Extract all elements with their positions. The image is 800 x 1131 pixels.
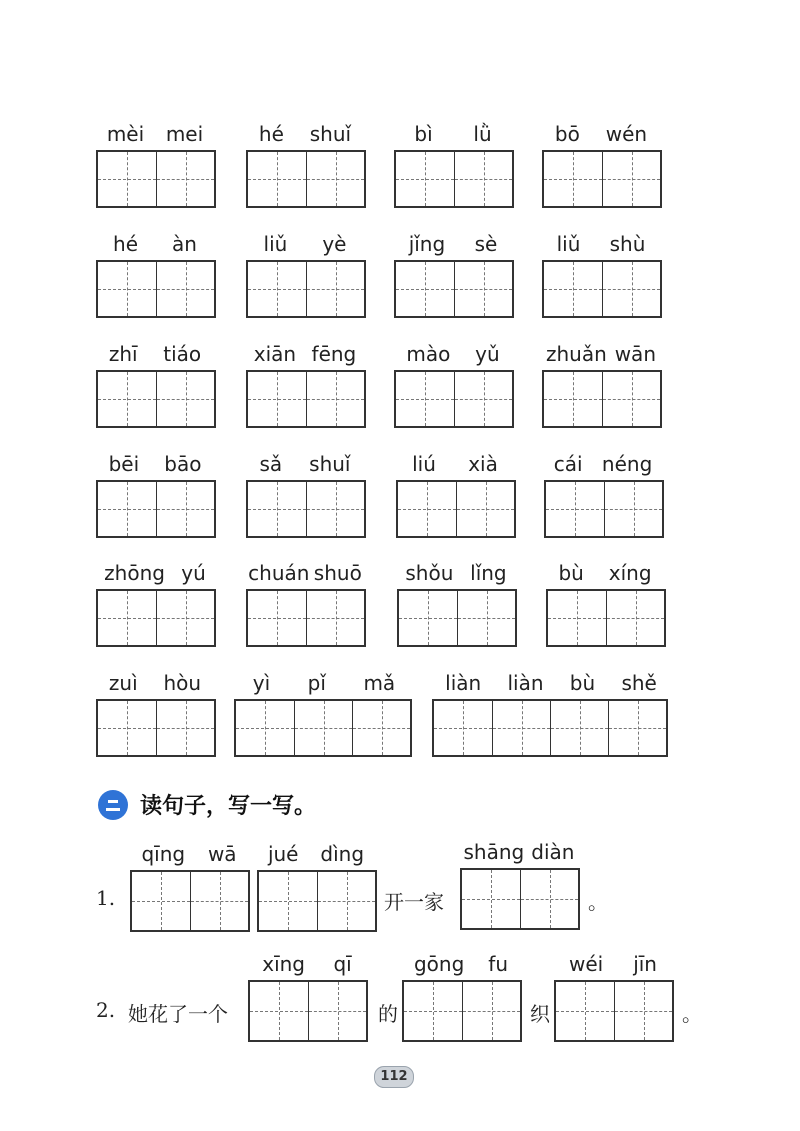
writing-cell[interactable] (606, 591, 664, 645)
writing-cell[interactable] (454, 152, 512, 206)
sentence-text: 。 (682, 1002, 702, 1026)
writing-grid (394, 150, 514, 208)
pinyin-syllable: jué (267, 842, 299, 866)
writing-cell[interactable] (352, 701, 410, 755)
pinyin-syllable: mào (406, 342, 451, 366)
writing-cell[interactable] (454, 262, 512, 316)
pinyin-syllable: gōng (413, 952, 465, 976)
writing-cell[interactable] (156, 591, 214, 645)
word-item (402, 948, 520, 1044)
word-item (248, 948, 366, 1044)
pinyin-row (96, 228, 214, 256)
word-item (246, 448, 364, 540)
writing-grid (542, 370, 662, 428)
pinyin-syllable: lǜ (473, 122, 492, 146)
pinyin-row (248, 948, 366, 976)
writing-grid (246, 480, 366, 538)
writing-cell[interactable] (248, 262, 306, 316)
word-item (246, 557, 364, 649)
writing-cell[interactable] (602, 152, 660, 206)
pinyin-syllable: liǔ (263, 232, 288, 256)
sentence-text: 织 (530, 1002, 550, 1026)
pinyin-row (394, 228, 512, 256)
pinyin-syllable: xíng (608, 561, 652, 585)
pinyin-syllable: zhī (108, 342, 138, 366)
pinyin-row (397, 557, 515, 585)
writing-cell[interactable] (306, 482, 364, 536)
pinyin-row (542, 338, 660, 366)
writing-grid (542, 260, 662, 318)
pinyin-row (542, 228, 660, 256)
writing-grid (96, 370, 216, 428)
pinyin-syllable: sǎ (259, 452, 283, 476)
pinyin-syllable: yú (181, 561, 206, 585)
pinyin-row (96, 667, 214, 695)
pinyin-row (246, 118, 364, 146)
word-item (96, 448, 214, 540)
pinyin-syllable: qī (333, 952, 352, 976)
pinyin-syllable: xīng (262, 952, 305, 976)
writing-grid (96, 589, 216, 647)
section-number-badge (98, 790, 128, 820)
sentence-number: 1. (96, 886, 116, 910)
word-item (554, 948, 672, 1044)
writing-cell[interactable] (306, 372, 364, 426)
sentence-text: 的 (378, 1002, 398, 1026)
pinyin-syllable: fēng (311, 342, 357, 366)
word-item (546, 557, 664, 649)
pinyin-syllable: bì (414, 122, 433, 146)
pinyin-syllable: hé (258, 122, 284, 146)
writing-cell[interactable] (98, 152, 156, 206)
pinyin-row (544, 448, 662, 476)
pinyin-syllable: jǐng (408, 232, 446, 256)
writing-grid (248, 980, 368, 1042)
word-item (96, 557, 214, 649)
pinyin-syllable: sè (474, 232, 498, 256)
word-item (96, 228, 214, 320)
writing-cell[interactable] (306, 262, 364, 316)
writing-cell[interactable] (544, 372, 602, 426)
pinyin-syllable: yǔ (475, 342, 500, 366)
writing-grid (234, 699, 412, 757)
pinyin-syllable: liǔ (556, 232, 581, 256)
pinyin-row (96, 448, 214, 476)
pinyin-syllable: zhōng (104, 561, 165, 585)
pinyin-row (234, 667, 414, 695)
pinyin-syllable: mǎ (363, 671, 396, 695)
pinyin-syllable: shuǐ (309, 452, 351, 476)
writing-grid (394, 370, 514, 428)
pinyin-syllable: liú (412, 452, 436, 476)
writing-cell[interactable] (156, 701, 214, 755)
pinyin-syllable: mei (165, 122, 204, 146)
word-item (460, 836, 578, 932)
writing-grid (397, 589, 517, 647)
pinyin-row (542, 118, 660, 146)
word-item (397, 557, 515, 649)
pinyin-syllable: bō (554, 122, 580, 146)
word-item (246, 338, 364, 430)
writing-cell[interactable] (294, 701, 352, 755)
pinyin-syllable: diàn (531, 840, 575, 864)
writing-grid (546, 589, 666, 647)
writing-cell[interactable] (614, 982, 672, 1040)
pinyin-row (96, 557, 214, 585)
word-item (130, 838, 248, 934)
writing-cell[interactable] (308, 982, 366, 1040)
pinyin-syllable: hòu (163, 671, 202, 695)
word-item (432, 667, 670, 759)
pinyin-row (546, 557, 664, 585)
pinyin-syllable: mèi (106, 122, 145, 146)
pinyin-syllable: dìng (320, 842, 365, 866)
pinyin-row (394, 338, 512, 366)
pinyin-syllable: shāng (463, 840, 525, 864)
writing-cell[interactable] (248, 591, 306, 645)
pinyin-syllable: liàn (445, 671, 482, 695)
pinyin-row (460, 836, 578, 864)
pinyin-row (246, 448, 364, 476)
word-item (396, 448, 514, 540)
writing-cell[interactable] (602, 372, 660, 426)
pinyin-syllable: shuō (313, 561, 362, 585)
pinyin-syllable: shù (609, 232, 646, 256)
writing-cell[interactable] (457, 591, 515, 645)
writing-cell[interactable] (396, 372, 454, 426)
pinyin-syllable: cái (553, 452, 583, 476)
writing-cell[interactable] (546, 482, 604, 536)
pinyin-syllable: bāo (164, 452, 202, 476)
writing-cell[interactable] (492, 701, 550, 755)
writing-cell[interactable] (548, 591, 606, 645)
writing-grid (544, 480, 664, 538)
writing-cell[interactable] (132, 872, 190, 930)
writing-grid (246, 370, 366, 428)
pinyin-syllable: jīn (633, 952, 657, 976)
writing-grid (396, 480, 516, 538)
sentence-text: 。 (588, 890, 608, 914)
pinyin-row (246, 338, 364, 366)
writing-grid (96, 480, 216, 538)
word-item (394, 338, 512, 430)
writing-cell[interactable] (396, 152, 454, 206)
writing-cell[interactable] (248, 372, 306, 426)
word-item (96, 667, 214, 759)
word-item (234, 667, 414, 759)
pinyin-syllable: pǐ (307, 671, 326, 695)
pinyin-syllable: shuǐ (309, 122, 352, 146)
pinyin-row (402, 948, 520, 976)
pinyin-row (257, 838, 375, 866)
pinyin-row (394, 118, 512, 146)
pinyin-syllable: shǒu (405, 561, 454, 585)
pinyin-syllable: qīng (141, 842, 186, 866)
writing-cell[interactable] (306, 591, 364, 645)
writing-cell[interactable] (434, 701, 492, 755)
writing-grid (554, 980, 674, 1042)
pinyin-syllable: wā (207, 842, 237, 866)
writing-grid (246, 589, 366, 647)
word-item (246, 118, 364, 210)
writing-grid (96, 150, 216, 208)
word-item (96, 118, 214, 210)
writing-cell[interactable] (399, 591, 457, 645)
writing-grid (246, 150, 366, 208)
pinyin-row (130, 838, 248, 866)
writing-grid (130, 870, 250, 932)
pinyin-syllable: fu (488, 952, 508, 976)
pinyin-syllable: liàn (507, 671, 544, 695)
writing-grid (460, 868, 580, 930)
writing-cell[interactable] (306, 152, 364, 206)
writing-cell[interactable] (156, 372, 214, 426)
word-item (394, 228, 512, 320)
writing-cell[interactable] (156, 262, 214, 316)
word-item (542, 338, 660, 430)
section-title: 读句子，写一写。 (140, 794, 317, 819)
pinyin-row (96, 338, 214, 366)
word-item (96, 338, 214, 430)
pinyin-syllable: bù (569, 671, 596, 695)
pinyin-syllable: tiáo (163, 342, 202, 366)
writing-cell[interactable] (604, 482, 662, 536)
word-item (246, 228, 364, 320)
writing-cell[interactable] (248, 152, 306, 206)
writing-cell[interactable] (520, 870, 578, 928)
pinyin-syllable: wéi (568, 952, 604, 976)
sentence-text: 开一家 (384, 890, 444, 914)
writing-cell[interactable] (550, 701, 608, 755)
writing-cell[interactable] (454, 372, 512, 426)
pinyin-row (246, 557, 364, 585)
writing-cell[interactable] (190, 872, 248, 930)
pinyin-syllable: xiān (253, 342, 297, 366)
pinyin-syllable: zuì (108, 671, 138, 695)
pinyin-syllable: bēi (108, 452, 140, 476)
writing-cell[interactable] (236, 701, 294, 755)
sentence-text: 她花了一个 (128, 1002, 228, 1026)
writing-cell[interactable] (156, 482, 214, 536)
word-item (257, 838, 375, 934)
pinyin-syllable: wān (614, 342, 656, 366)
pinyin-syllable: yè (322, 232, 347, 256)
writing-cell[interactable] (462, 982, 520, 1040)
writing-cell[interactable] (404, 982, 462, 1040)
word-item (542, 118, 660, 210)
writing-grid (246, 260, 366, 318)
writing-cell[interactable] (98, 701, 156, 755)
pinyin-syllable: yì (252, 671, 271, 695)
pinyin-syllable: zhuǎn (545, 342, 607, 366)
writing-cell[interactable] (156, 152, 214, 206)
pinyin-syllable: bù (558, 561, 584, 585)
writing-grid (402, 980, 522, 1042)
pinyin-row (96, 118, 214, 146)
writing-cell[interactable] (456, 482, 514, 536)
pinyin-syllable: wén (605, 122, 648, 146)
writing-cell[interactable] (398, 482, 456, 536)
pinyin-row (432, 667, 670, 695)
pinyin-syllable: xià (468, 452, 498, 476)
writing-cell[interactable] (396, 262, 454, 316)
writing-grid (257, 870, 377, 932)
writing-grid (96, 260, 216, 318)
page-number: 112 (374, 1066, 414, 1088)
writing-cell[interactable] (544, 262, 602, 316)
writing-cell[interactable] (602, 262, 660, 316)
writing-cell[interactable] (317, 872, 375, 930)
writing-cell[interactable] (98, 591, 156, 645)
pinyin-syllable: hé (113, 232, 138, 256)
writing-cell[interactable] (248, 482, 306, 536)
writing-cell[interactable] (544, 152, 602, 206)
writing-cell[interactable] (462, 870, 520, 928)
writing-cell[interactable] (608, 701, 666, 755)
pinyin-syllable: chuán (248, 561, 310, 585)
writing-cell[interactable] (259, 872, 317, 930)
writing-cell[interactable] (98, 262, 156, 316)
writing-grid (542, 150, 662, 208)
writing-cell[interactable] (98, 482, 156, 536)
pinyin-syllable: shě (621, 671, 657, 695)
writing-cell[interactable] (98, 372, 156, 426)
writing-grid (394, 260, 514, 318)
writing-grid (96, 699, 216, 757)
pinyin-syllable: lǐng (470, 561, 507, 585)
sentence-number: 2. (96, 998, 116, 1022)
pinyin-row (396, 448, 514, 476)
word-item (542, 228, 660, 320)
pinyin-row (246, 228, 364, 256)
pinyin-syllable: àn (172, 232, 197, 256)
word-item (544, 448, 662, 540)
writing-cell[interactable] (250, 982, 308, 1040)
writing-cell[interactable] (556, 982, 614, 1040)
word-item (394, 118, 512, 210)
section-header (98, 789, 316, 820)
pinyin-row (554, 948, 672, 976)
pinyin-syllable: néng (601, 452, 653, 476)
writing-grid (432, 699, 668, 757)
